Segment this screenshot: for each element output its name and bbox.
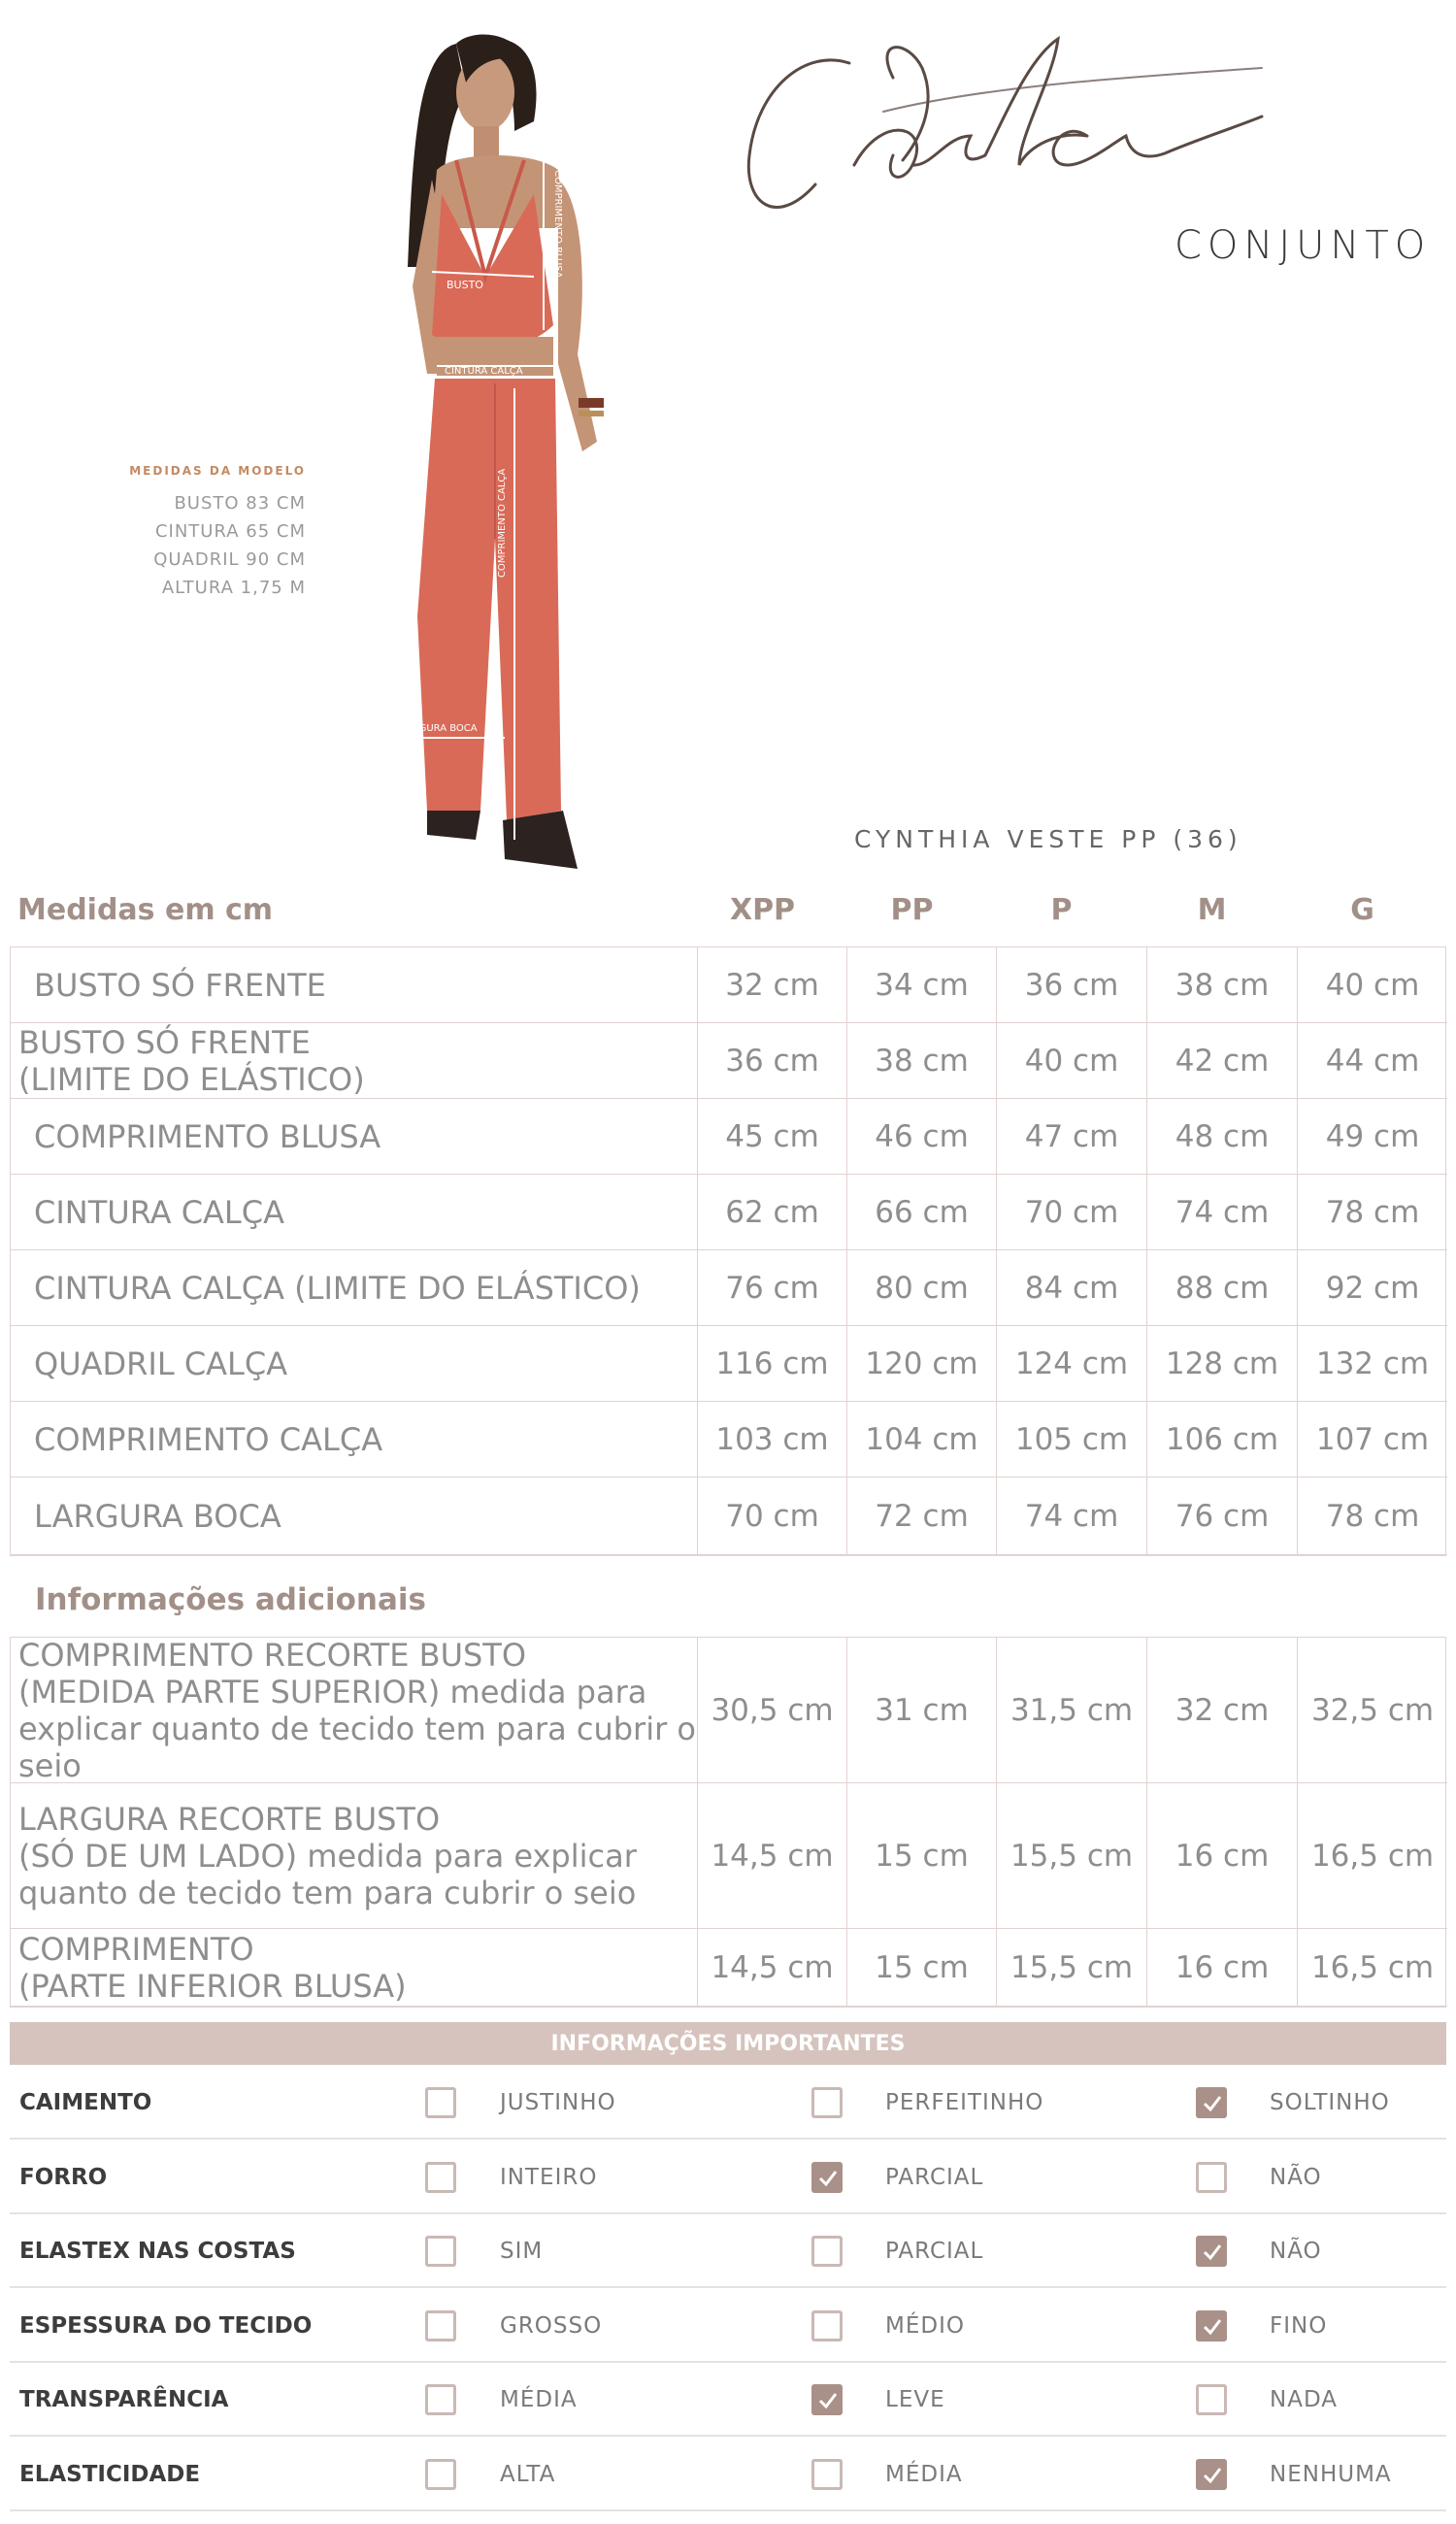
product-subtitle: CONJUNTO [1175,223,1432,268]
important-row-label: ELASTEX NAS COSTAS [19,2239,296,2264]
additional-value-xpp: 30,5 cm [698,1638,847,1783]
measurement-row-label: BUSTO SÓ FRENTE [11,947,698,1023]
additional-info-heading: Informações adicionais [35,1582,426,1617]
option-label: MÉDIA [885,2461,963,2487]
measurement-value-pp: 104 cm [847,1402,997,1478]
model-photo [388,34,641,879]
unchecked-checkbox[interactable] [425,2162,456,2193]
measurement-value-m: 74 cm [1147,1175,1298,1250]
measurement-value-g: 107 cm [1298,1402,1447,1478]
checkmark-icon [1202,2465,1223,2486]
size-column-p: P [1050,893,1073,927]
measurement-value-p: 70 cm [997,1175,1147,1250]
measurement-value-xpp: 62 cm [698,1175,847,1250]
comprimento-calca-photo-label: COMPRIMENTO CALÇA [497,468,508,578]
important-row [10,2289,1446,2363]
important-row [10,2363,1446,2437]
unchecked-checkbox[interactable] [811,2459,843,2490]
option-label: ALTA [500,2461,556,2487]
measurement-value-pp: 72 cm [847,1478,997,1555]
unchecked-checkbox[interactable] [811,2087,843,2118]
option-label: INTEIRO [500,2164,598,2190]
additional-value-pp: 15 cm [847,1929,997,2007]
important-row [10,2141,1446,2214]
measurement-value-xpp: 116 cm [698,1326,847,1402]
measurement-value-g: 92 cm [1298,1250,1447,1326]
measurement-value-p: 47 cm [997,1099,1147,1175]
measurement-row-label: QUADRIL CALÇA [11,1326,698,1402]
measurement-row-label: CINTURA CALÇA [11,1175,698,1250]
measurement-value-pp: 34 cm [847,947,997,1023]
measurement-row-label: COMPRIMENTO BLUSA [11,1099,698,1175]
additional-value-g: 16,5 cm [1298,1783,1447,1929]
model-measurements [87,464,306,602]
measurement-value-g: 132 cm [1298,1326,1447,1402]
checked-checkbox[interactable] [1196,2310,1227,2341]
measurement-value-pp: 80 cm [847,1250,997,1326]
option-label: LEVE [885,2387,945,2412]
option-label: GROSSO [500,2312,603,2339]
measurement-value-m: 76 cm [1147,1478,1298,1555]
comprimento-blusa-photo-label: COMPRIMENTO BLUSA [552,170,563,279]
additional-value-p: 31,5 cm [997,1638,1147,1783]
measurement-value-m: 88 cm [1147,1250,1298,1326]
unchecked-checkbox[interactable] [811,2236,843,2267]
measurement-value-m: 48 cm [1147,1099,1298,1175]
important-row [10,2214,1446,2288]
measurement-value-p: 36 cm [997,947,1147,1023]
option-label: NÃO [1270,2239,1322,2264]
measurement-row-label: COMPRIMENTO CALÇA [11,1402,698,1478]
checked-checkbox[interactable] [1196,2236,1227,2267]
measurement-value-xpp: 36 cm [698,1023,847,1099]
size-column-xpp: XPP [729,893,796,927]
cintura-calca-photo-label: CINTURA CALÇA [445,366,523,377]
measurement-value-g: 44 cm [1298,1023,1447,1099]
option-label: JUSTINHO [500,2090,616,2115]
important-row-label: ELASTICIDADE [19,2461,201,2487]
option-label: MÉDIA [500,2387,578,2412]
additional-row-label: LARGURA RECORTE BUSTO (SÓ DE UM LADO) medida para explicar quanto de tecido tem para cubrir o seio [11,1783,698,1929]
unchecked-checkbox[interactable] [425,2087,456,2118]
important-row [10,2066,1446,2140]
option-label: NÃO [1270,2164,1322,2190]
additional-value-pp: 15 cm [847,1783,997,1929]
measurement-value-m: 42 cm [1147,1023,1298,1099]
busto-photo-label: BUSTO [447,279,483,291]
measurement-value-p: 74 cm [997,1478,1147,1555]
measurement-value-pp: 38 cm [847,1023,997,1099]
measurement-value-xpp: 103 cm [698,1402,847,1478]
size-column-m: M [1197,893,1227,927]
unchecked-checkbox[interactable] [1196,2384,1227,2415]
important-row-label: FORRO [19,2164,108,2190]
additional-row-label: COMPRIMENTO RECORTE BUSTO (MEDIDA PARTE SUPERIOR) medida para explicar quanto de tecido tem para cubrir o seio [11,1638,698,1783]
additional-value-xpp: 14,5 cm [698,1929,847,2007]
measurement-row-label: BUSTO SÓ FRENTE (LIMITE DO ELÁSTICO) [11,1023,698,1099]
option-label: NADA [1270,2387,1338,2412]
additional-value-m: 16 cm [1147,1783,1298,1929]
checked-checkbox[interactable] [811,2384,843,2415]
measurement-row-label: LARGURA BOCA [11,1478,698,1555]
unchecked-checkbox[interactable] [425,2459,456,2490]
option-label: NENHUMA [1270,2461,1392,2487]
additional-table [10,1637,1446,2008]
measurement-value-g: 78 cm [1298,1478,1447,1555]
model-cintura: CINTURA 65 CM [154,521,306,542]
option-label: FINO [1270,2312,1328,2339]
option-label: MÉDIO [885,2312,965,2339]
option-label: PARCIAL [885,2239,984,2264]
largura-boca-photo-label: LARGURA BOCA [400,723,478,734]
additional-value-g: 16,5 cm [1298,1929,1447,2007]
important-row-label: ESPESSURA DO TECIDO [19,2312,313,2339]
checked-checkbox[interactable] [1196,2087,1227,2118]
model-measurements-heading: MEDIDAS DA MODELO [129,464,306,478]
important-row [10,2438,1446,2511]
additional-value-p: 15,5 cm [997,1929,1147,2007]
checkmark-icon [1202,2316,1223,2338]
measurement-value-g: 40 cm [1298,947,1447,1023]
measurement-value-xpp: 45 cm [698,1099,847,1175]
measurement-value-m: 128 cm [1147,1326,1298,1402]
measurements-table [10,946,1446,1556]
checkmark-icon [1202,2242,1223,2263]
checked-checkbox[interactable] [811,2162,843,2193]
additional-value-xpp: 14,5 cm [698,1783,847,1929]
unchecked-checkbox[interactable] [425,2384,456,2415]
measurement-value-g: 78 cm [1298,1175,1447,1250]
additional-value-m: 16 cm [1147,1929,1298,2007]
model-busto: BUSTO 83 CM [174,493,306,514]
checked-checkbox[interactable] [1196,2459,1227,2490]
option-label: PARCIAL [885,2164,984,2190]
important-info-bar: INFORMAÇÕES IMPORTANTES [10,2022,1446,2065]
additional-row-label: COMPRIMENTO (PARTE INFERIOR BLUSA) [11,1929,698,2007]
carla-script-title-logo [738,19,1281,252]
measurement-value-xpp: 32 cm [698,947,847,1023]
measurement-value-p: 84 cm [997,1250,1147,1326]
option-label: SOLTINHO [1270,2090,1390,2115]
option-label: PERFEITINHO [885,2090,1044,2115]
unchecked-checkbox[interactable] [1196,2162,1227,2193]
unchecked-checkbox[interactable] [811,2310,843,2341]
measurement-value-m: 106 cm [1147,1402,1298,1478]
measurement-row-label: CINTURA CALÇA (LIMITE DO ELÁSTICO) [11,1250,698,1326]
checkmark-icon [1202,2093,1223,2114]
important-row-label: TRANSPARÊNCIA [19,2387,229,2412]
unchecked-checkbox[interactable] [425,2310,456,2341]
measurement-value-p: 124 cm [997,1326,1147,1402]
model-wearing-size: CYNTHIA VESTE PP (36) [854,825,1242,853]
measurement-value-xpp: 76 cm [698,1250,847,1326]
additional-value-g: 32,5 cm [1298,1638,1447,1783]
measurement-value-p: 105 cm [997,1402,1147,1478]
size-column-g: G [1350,893,1374,927]
checkmark-icon [817,2168,839,2189]
additional-value-pp: 31 cm [847,1638,997,1783]
measurement-value-pp: 120 cm [847,1326,997,1402]
measurement-value-p: 40 cm [997,1023,1147,1099]
checkmark-icon [817,2390,839,2411]
additional-value-p: 15,5 cm [997,1783,1147,1929]
measurement-value-pp: 66 cm [847,1175,997,1250]
size-column-pp: PP [890,893,934,927]
unchecked-checkbox[interactable] [425,2236,456,2267]
measurement-value-m: 38 cm [1147,947,1298,1023]
measurement-value-xpp: 70 cm [698,1478,847,1555]
additional-value-m: 32 cm [1147,1638,1298,1783]
important-row-label: CAIMENTO [19,2090,152,2115]
model-quadril: QUADRIL 90 CM [153,549,306,570]
measurements-heading: Medidas em cm [17,893,274,927]
measurement-value-pp: 46 cm [847,1099,997,1175]
option-label: SIM [500,2239,544,2264]
measurement-value-g: 49 cm [1298,1099,1447,1175]
model-altura: ALTURA 1,75 M [161,578,306,598]
